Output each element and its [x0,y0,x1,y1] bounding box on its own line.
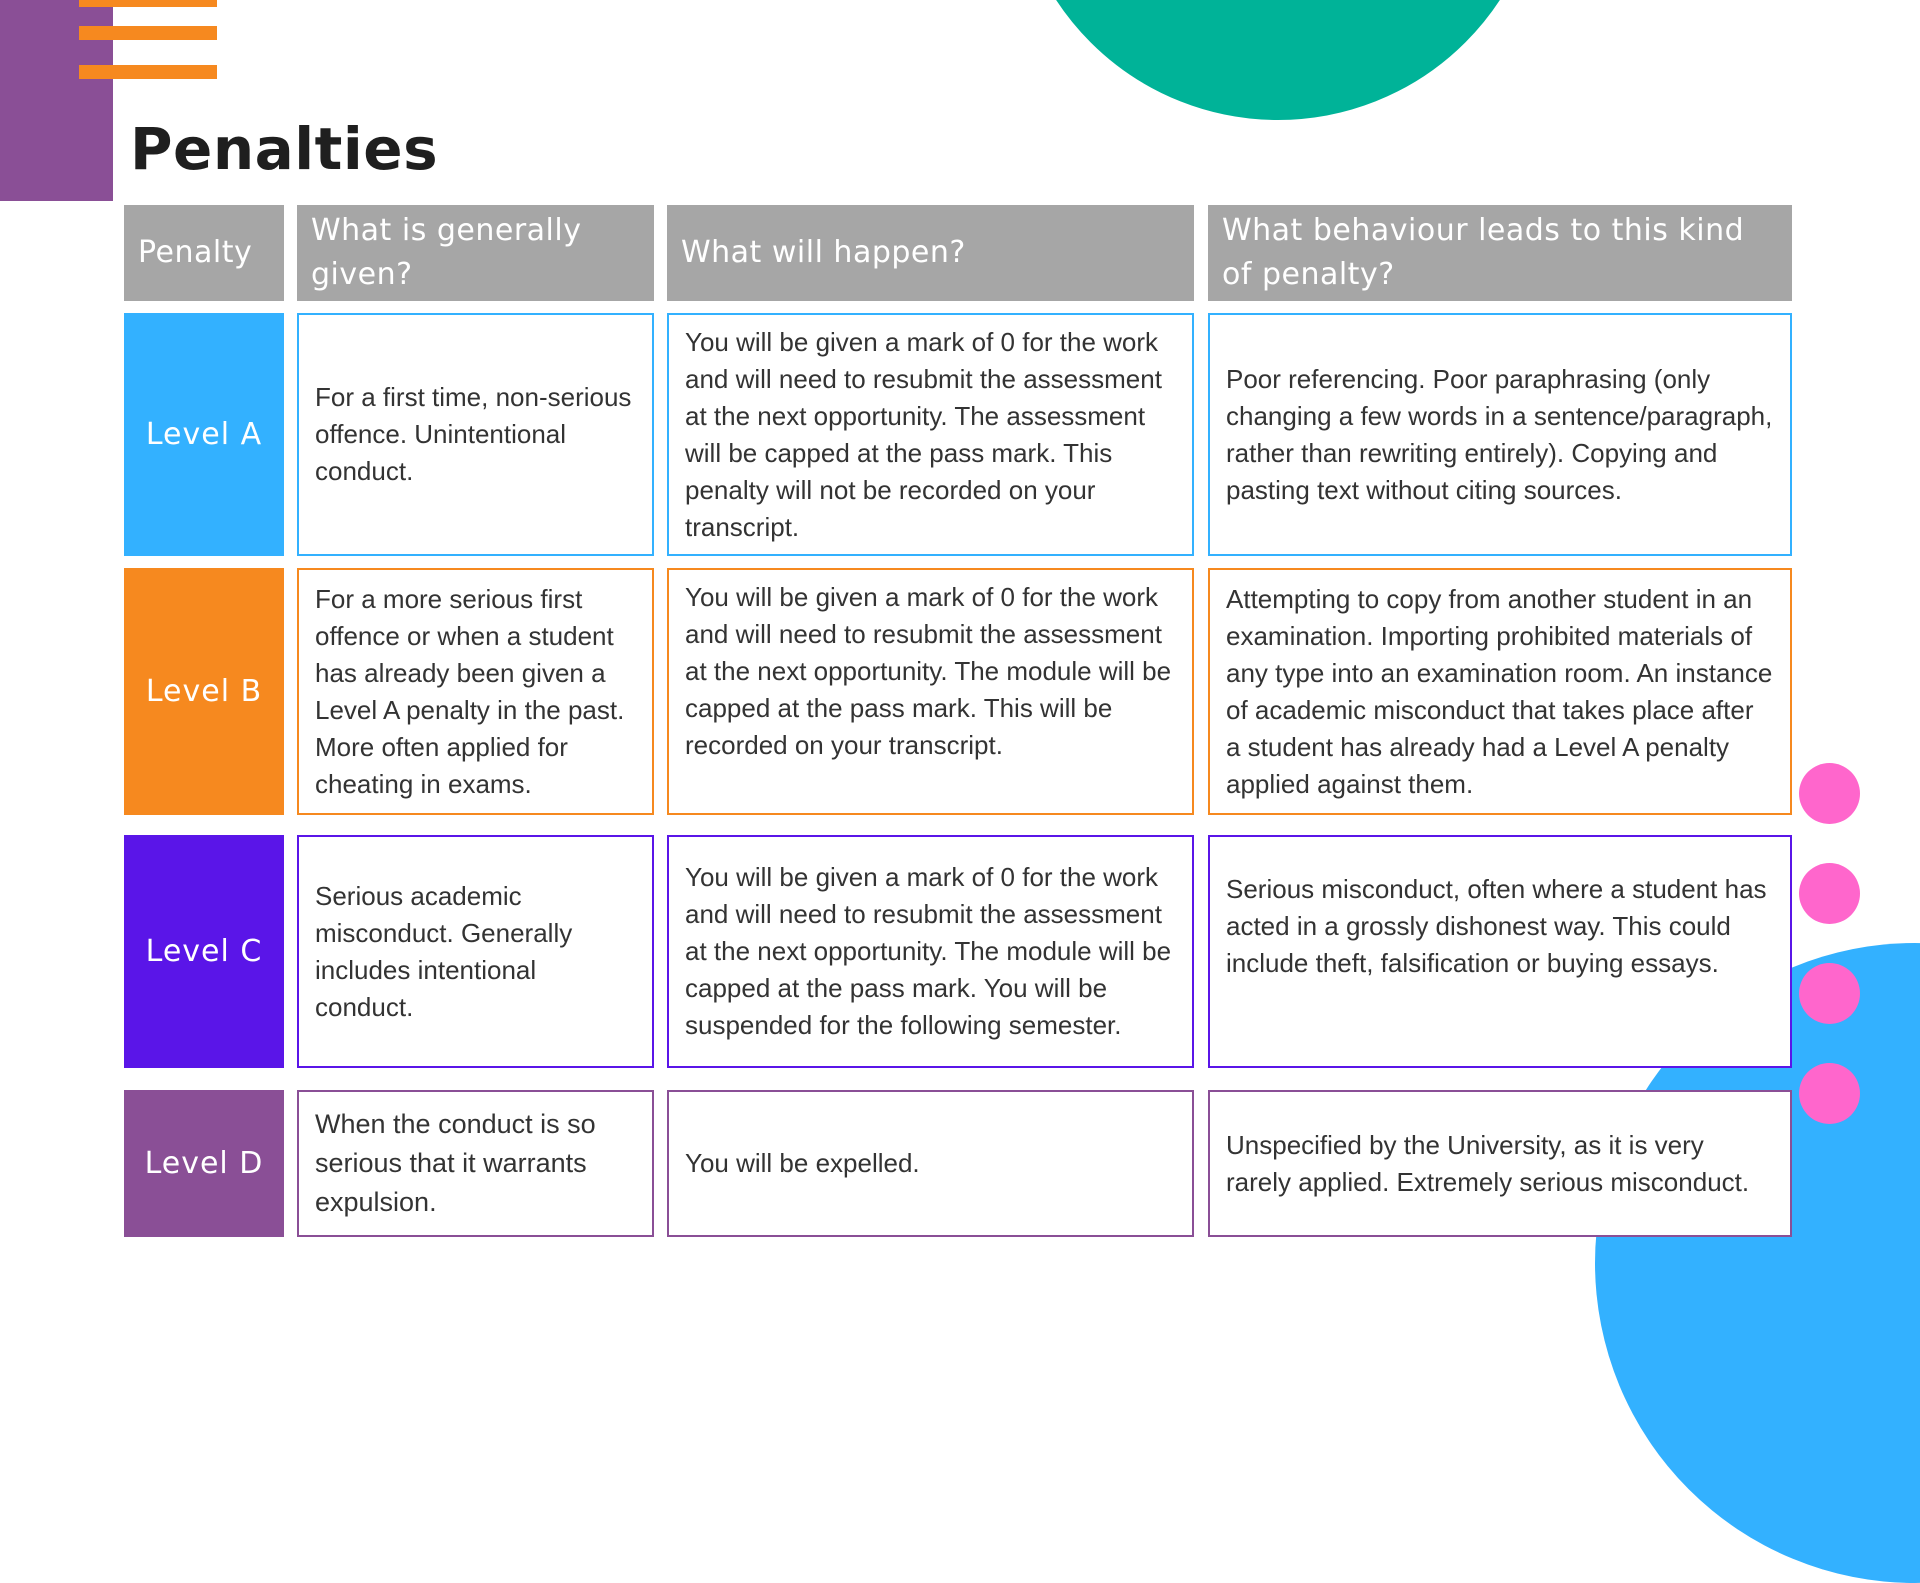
level-b-behaviour: Attempting to copy from another student in an examination. Importing prohibited materials of any type into an examination room. An instance of academic misconduct that takes place after a student has already had a Level A penalty applied against them. [1208,568,1792,815]
level-b-given: For a more serious first offence or when a student has already been given a Level A penalty in the past. More often applied for cheating in exams. [297,568,654,815]
header-penalty: Penalty [124,205,284,301]
level-b-happen: You will be given a mark of 0 for the work and will need to resubmit the assessment at the next opportunity. The module will be capped at the pass mark. This will be recorded on your transcript. [667,568,1194,815]
pink-dot [1799,863,1860,924]
level-d-behaviour: Unspecified by the University, as it is very rarely applied. Extremely serious misconduct. [1208,1090,1792,1237]
level-d-happen: You will be expelled. [667,1090,1194,1237]
pink-dot [1799,963,1860,1024]
level-a-behaviour: Poor referencing. Poor paraphrasing (only changing a few words in a sentence/paragraph, rather than rewriting entirely). Copying and pasting text without citing sources. [1208,313,1792,556]
header-what-will-happen: What will happen? [667,205,1194,301]
level-c-label: Level C [124,835,284,1068]
pink-dot [1799,1063,1860,1124]
header-behaviour: What behaviour leads to this kind of penalty? [1208,205,1792,301]
orange-stripe [79,65,217,79]
pink-dot [1799,763,1860,824]
level-d-label: Level D [124,1090,284,1237]
header-generally-given: What is generally given? [297,205,654,301]
level-b-label: Level B [124,568,284,815]
teal-ring-decoration [1013,0,1543,120]
page-title: Penalties [130,115,439,183]
level-d-given: When the conduct is so serious that it warrants expulsion. [297,1090,654,1237]
level-a-given: For a first time, non-serious offence. Unintentional conduct. [297,313,654,556]
orange-stripe [79,26,217,40]
level-a-label: Level A [124,313,284,556]
level-c-given: Serious academic misconduct. Generally includes intentional conduct. [297,835,654,1068]
level-a-happen: You will be given a mark of 0 for the work and will need to resubmit the assessment at the next opportunity. The assessment will be capped at the pass mark. This penalty will not be recorded on your transcript. [667,313,1194,556]
orange-stripe [79,0,217,7]
level-c-behaviour: Serious misconduct, often where a student has acted in a grossly dishonest way. This could include theft, falsification or buying essays. [1208,835,1792,1068]
level-c-happen: You will be given a mark of 0 for the work and will need to resubmit the assessment at the next opportunity. The module will be capped at the pass mark. You will be suspended for the following semester. [667,835,1194,1068]
